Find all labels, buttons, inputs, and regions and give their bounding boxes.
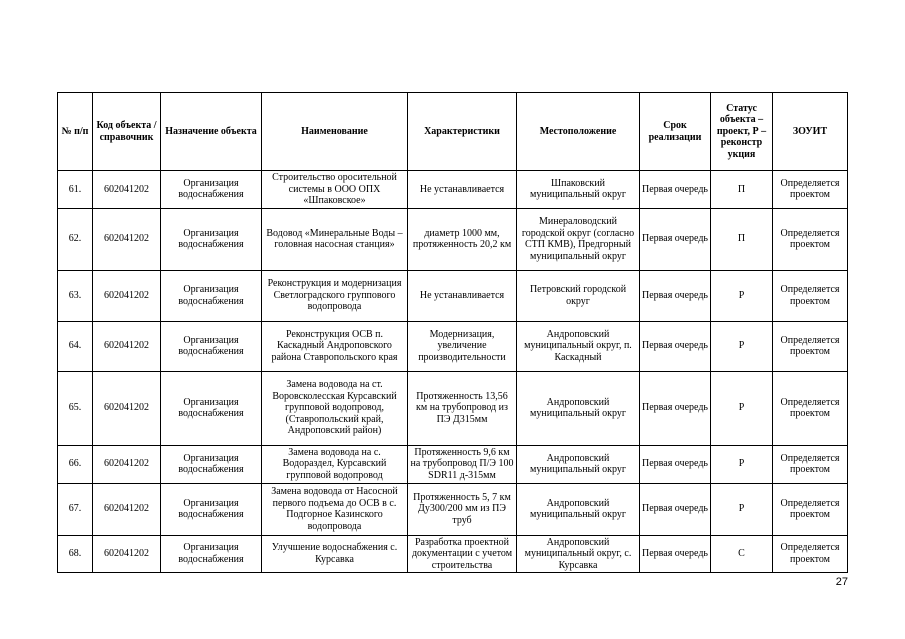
object-purpose: Организация водоснабжения (161, 371, 262, 445)
object-term: Первая очередь (640, 445, 711, 483)
object-name: Замена водовода на с. Водораздел, Курсавский групповой водопровод (262, 445, 408, 483)
object-code: 602041202 (93, 445, 161, 483)
object-purpose: Организация водоснабжения (161, 208, 262, 270)
object-zouit: Определяется проектом (773, 270, 848, 321)
table-header (58, 93, 848, 171)
table-row (58, 535, 848, 573)
col-specs-header: Характеристики (408, 93, 517, 171)
object-name: Реконструкция и модернизация Светлоградского группового водопровода (262, 270, 408, 321)
object-status: С (711, 535, 773, 573)
object-specs: Протяженность 9,6 км на трубопровод П/Э 100 SDR11 д-315мм (408, 445, 517, 483)
object-code: 602041202 (93, 208, 161, 270)
object-term: Первая очередь (640, 208, 711, 270)
object-term: Первая очередь (640, 483, 711, 535)
object-code: 602041202 (93, 270, 161, 321)
object-name: Замена водовода от Насосной первого подъема до ОСВ в с. Подгорное Казинского водопровода (262, 483, 408, 535)
object-specs: Модернизация, увеличение производительности (408, 321, 517, 371)
col-name-header: Наименование (262, 93, 408, 171)
table-row (58, 371, 848, 445)
object-location: Андроповский муниципальный округ, п. Каскадный (517, 321, 640, 371)
table-row (58, 208, 848, 270)
object-term: Первая очередь (640, 321, 711, 371)
object-specs: Разработка проектной документации с учетом строительства (408, 535, 517, 573)
object-specs: Не устанавливается (408, 171, 517, 209)
object-status: П (711, 208, 773, 270)
object-status: Р (711, 270, 773, 321)
object-name: Водовод «Минеральные Воды – головная насосная станция» (262, 208, 408, 270)
object-location: Петровский городской округ (517, 270, 640, 321)
object-purpose: Организация водоснабжения (161, 171, 262, 209)
object-specs: диаметр 1000 мм, протяженность 20,2 км (408, 208, 517, 270)
object-status: П (711, 171, 773, 209)
header-row (58, 93, 848, 171)
object-zouit: Определяется проектом (773, 445, 848, 483)
object-location: Андроповский муниципальный округ (517, 445, 640, 483)
object-name: Строительство оросительной системы в ООО ОПХ «Шпаковское» (262, 171, 408, 209)
object-name: Замена водовода на ст. Воровсколесская Курсавский групповой водопровод, (Ставропольский край, Андроповский район) (262, 371, 408, 445)
object-purpose: Организация водоснабжения (161, 535, 262, 573)
object-purpose: Организация водоснабжения (161, 270, 262, 321)
object-status: Р (711, 371, 773, 445)
object-name: Улучшение водоснабжения с. Курсавка (262, 535, 408, 573)
object-status: Р (711, 321, 773, 371)
row-number: 64. (58, 321, 93, 371)
col-location-header: Местоположение (517, 93, 640, 171)
object-specs: Протяженность 5, 7 км Ду300/200 мм из ПЭ труб (408, 483, 517, 535)
object-specs: Протяженность 13,56 км на трубопровод из ПЭ Д315мм (408, 371, 517, 445)
object-zouit: Определяется проектом (773, 535, 848, 573)
row-number: 66. (58, 445, 93, 483)
col-number-header: № п/п (58, 93, 93, 171)
object-code: 602041202 (93, 171, 161, 209)
row-number: 65. (58, 371, 93, 445)
object-purpose: Организация водоснабжения (161, 483, 262, 535)
col-term-header: Срок реализации (640, 93, 711, 171)
object-term: Первая очередь (640, 535, 711, 573)
object-code: 602041202 (93, 371, 161, 445)
object-purpose: Организация водоснабжения (161, 321, 262, 371)
row-number: 61. (58, 171, 93, 209)
table-row (58, 483, 848, 535)
col-purpose-header: Назначение объекта (161, 93, 262, 171)
object-name: Реконструкция ОСВ п. Каскадный Андроповского района Ставропольского края (262, 321, 408, 371)
object-specs: Не устанавливается (408, 270, 517, 321)
table-row (58, 171, 848, 209)
object-zouit: Определяется проектом (773, 371, 848, 445)
col-code-header: Код объекта / справочник (93, 93, 161, 171)
table-body (58, 171, 848, 573)
object-status: Р (711, 483, 773, 535)
object-code: 602041202 (93, 535, 161, 573)
object-status: Р (711, 445, 773, 483)
object-zouit: Определяется проектом (773, 321, 848, 371)
object-zouit: Определяется проектом (773, 171, 848, 209)
object-term: Первая очередь (640, 371, 711, 445)
object-term: Первая очередь (640, 171, 711, 209)
col-zouit-header: ЗОУИТ (773, 93, 848, 171)
row-number: 63. (58, 270, 93, 321)
object-zouit: Определяется проектом (773, 208, 848, 270)
object-zouit: Определяется проектом (773, 483, 848, 535)
objects-table (57, 92, 848, 573)
object-location: Андроповский муниципальный округ (517, 371, 640, 445)
table-row (58, 445, 848, 483)
object-location: Андроповский муниципальный округ, с. Курсавка (517, 535, 640, 573)
row-number: 68. (58, 535, 93, 573)
row-number: 62. (58, 208, 93, 270)
object-location: Минераловодский городской округ (согласно СТП КМВ), Предгорный муниципальный округ (517, 208, 640, 270)
row-number: 67. (58, 483, 93, 535)
object-term: Первая очередь (640, 270, 711, 321)
object-location: Андроповский муниципальный округ (517, 483, 640, 535)
object-location: Шпаковский муниципальный округ (517, 171, 640, 209)
object-code: 602041202 (93, 483, 161, 535)
object-code: 602041202 (93, 321, 161, 371)
object-purpose: Организация водоснабжения (161, 445, 262, 483)
table-row (58, 270, 848, 321)
table-row (58, 321, 848, 371)
page-number: 27 (835, 576, 848, 588)
col-status-header: Статус объекта – проект, Р – реконстр укция (711, 93, 773, 171)
